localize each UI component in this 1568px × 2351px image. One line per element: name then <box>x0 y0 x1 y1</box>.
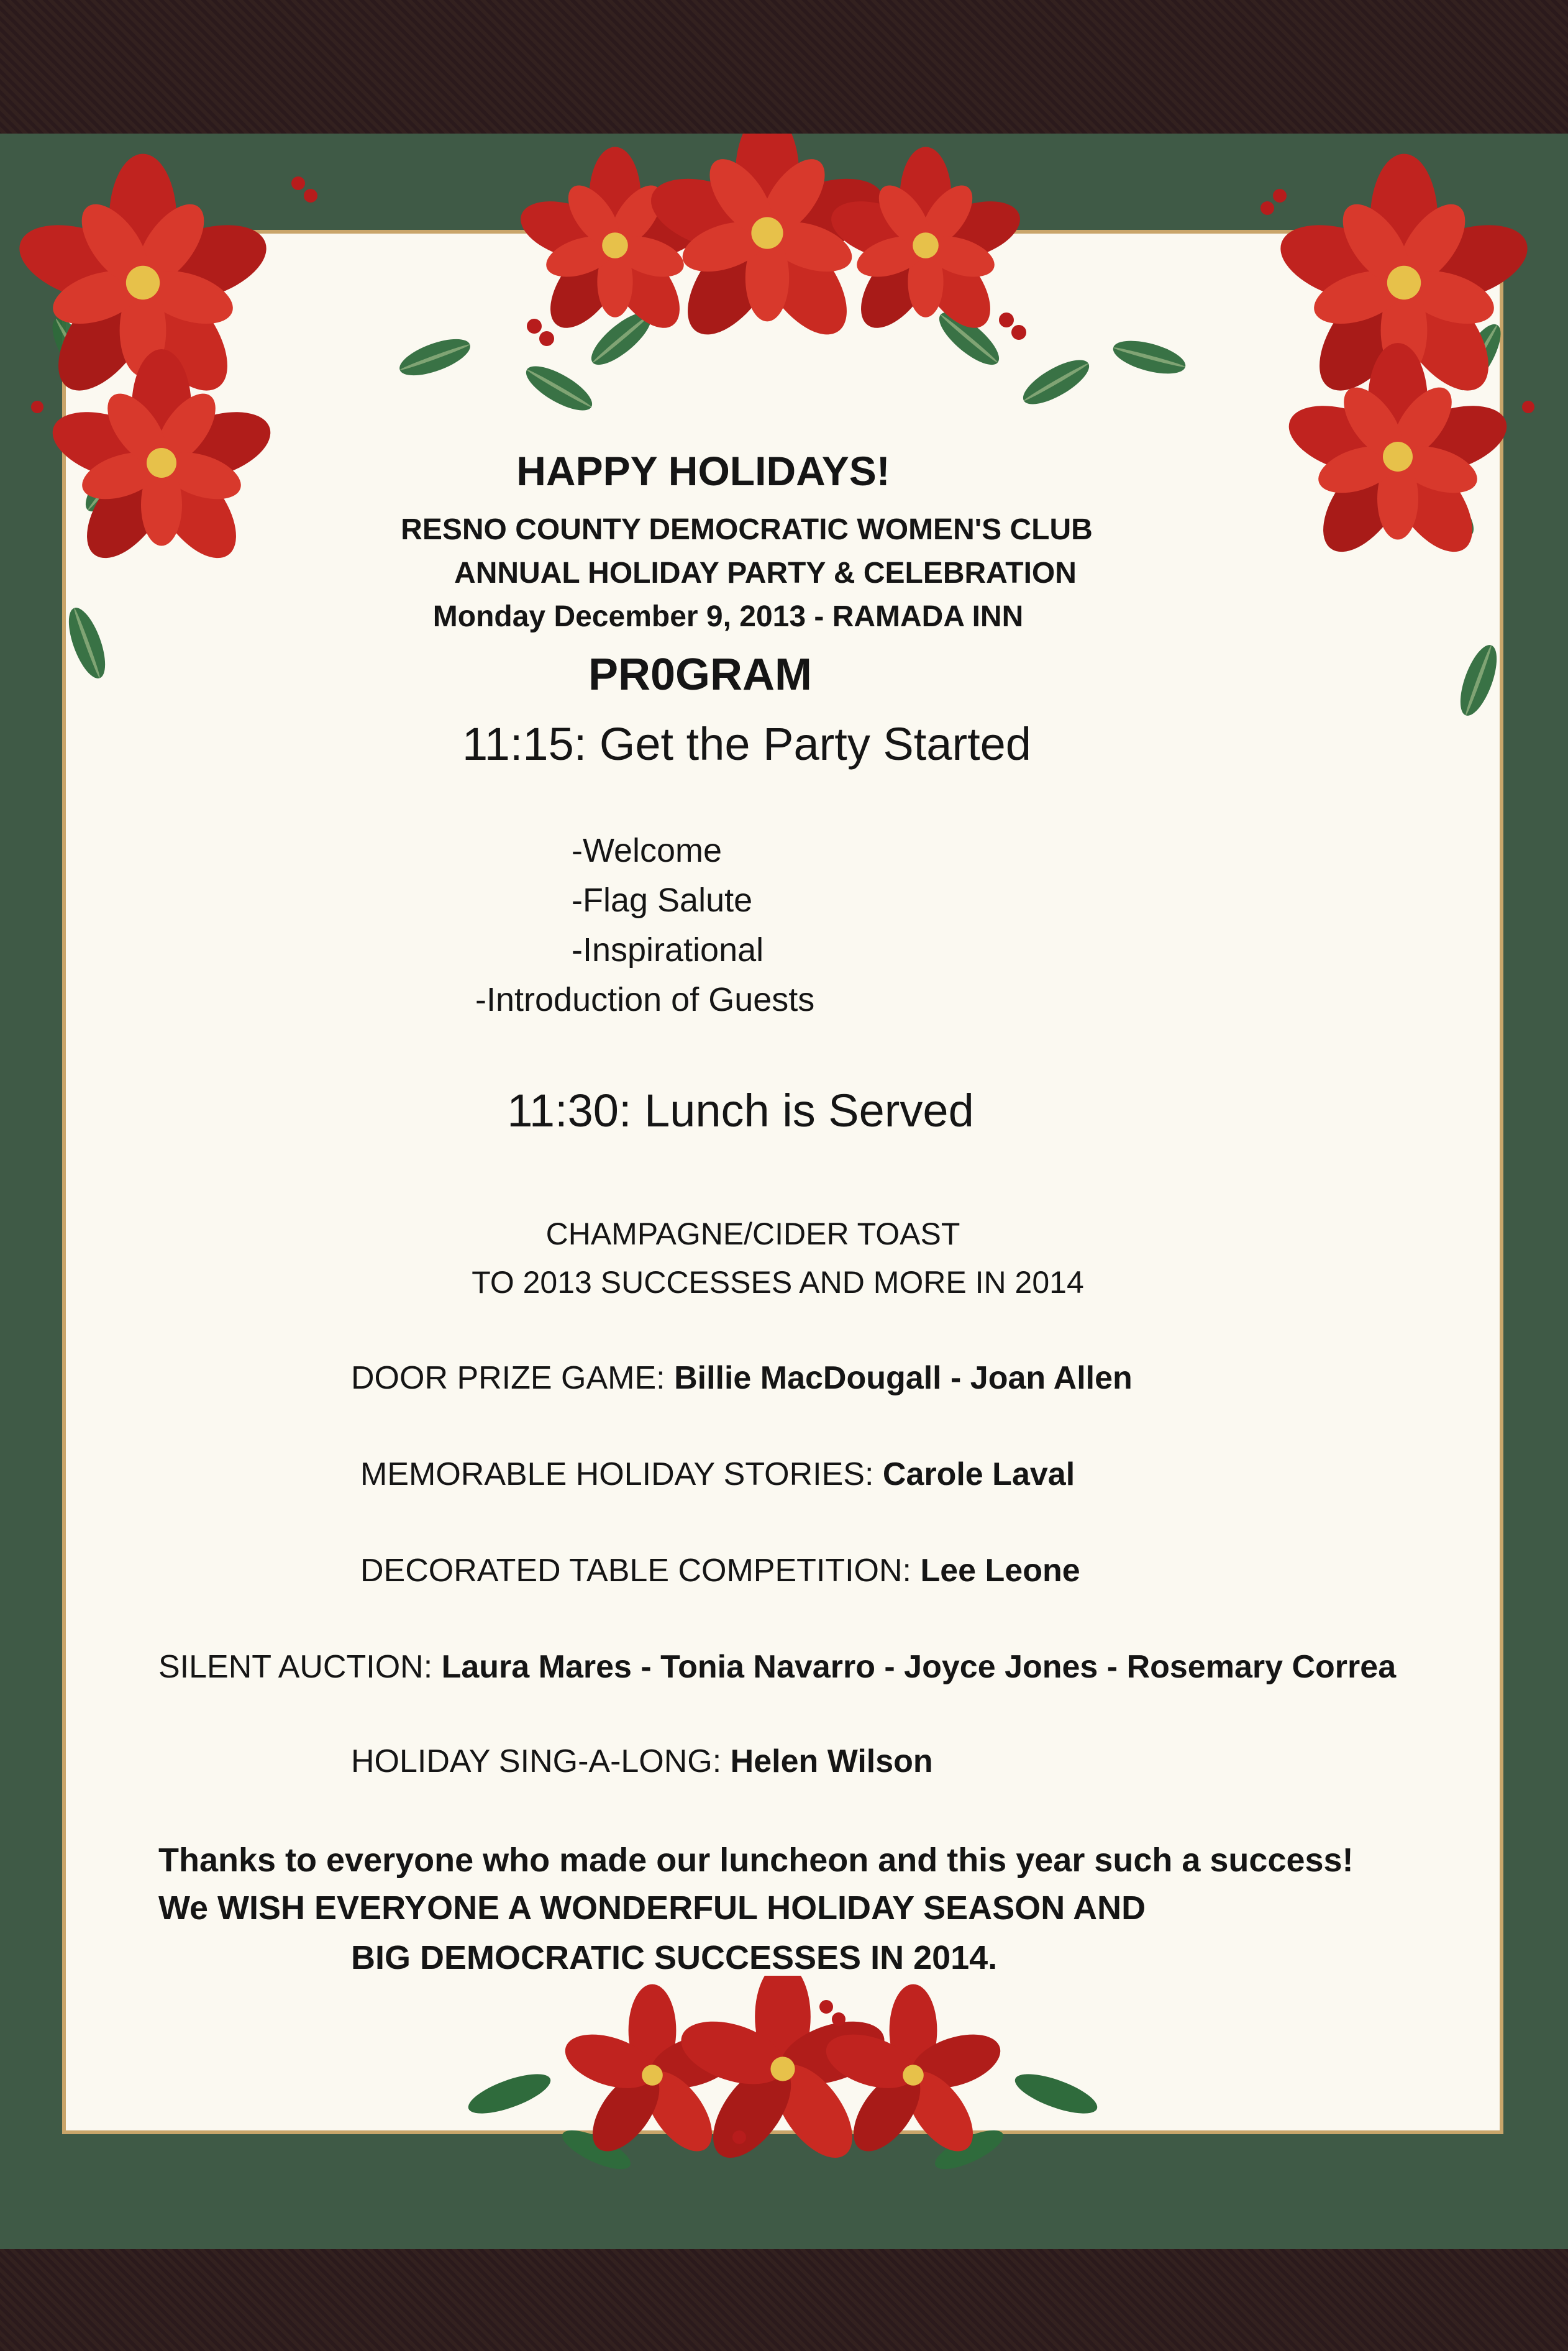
activity-line <box>360 1456 1075 1493</box>
schedule-item: -Inspirational <box>572 931 764 969</box>
activity-line <box>351 1359 1133 1397</box>
activity-line <box>360 1552 1080 1589</box>
activity-label: HOLIDAY SING-A-LONG: <box>351 1743 731 1779</box>
toast-line: TO 2013 SUCCESSES AND MORE IN 2014 <box>472 1265 1084 1300</box>
schedule-item: -Introduction of Guests <box>475 981 815 1018</box>
schedule-time-label: 11:30: Lunch is Served <box>507 1085 974 1136</box>
activity-label: DOOR PRIZE GAME: <box>351 1360 675 1396</box>
activity-names: Carole Laval <box>882 1456 1075 1492</box>
schedule-item: -Welcome <box>572 832 722 869</box>
activity-names: Helen Wilson <box>730 1743 933 1779</box>
club-name: RESNO COUNTY DEMOCRATIC WOMEN'S CLUB <box>401 513 1093 546</box>
activity-names: Laura Mares - Tonia Navarro - Joyce Jones - Rosemary Correa <box>441 1649 1397 1685</box>
closing-line: BIG DEMOCRATIC SUCCESSES IN 2014. <box>351 1939 998 1976</box>
activity-label: DECORATED TABLE COMPETITION: <box>360 1553 921 1589</box>
closing-line: We WISH EVERYONE A WONDERFUL HOLIDAY SEASON AND <box>158 1889 1146 1927</box>
activity-line <box>158 1648 1396 1686</box>
activity-names: Billie MacDougall - Joan Allen <box>674 1360 1133 1396</box>
event-name: ANNUAL HOLIDAY PARTY & CELEBRATION <box>454 557 1077 590</box>
program-title: PR0GRAM <box>588 650 813 700</box>
activity-names: Lee Leone <box>920 1553 1080 1589</box>
schedule-time-label: 11:15: Get the Party Started <box>462 718 1031 770</box>
schedule-item: -Flag Salute <box>572 882 753 919</box>
event-date-venue: Monday December 9, 2013 - RAMADA INN <box>432 600 1024 633</box>
activity-line <box>351 1743 933 1780</box>
bottom-garland-icon <box>0 1976 1568 2199</box>
activity-label: MEMORABLE HOLIDAY STORIES: <box>360 1456 883 1492</box>
toast-line: CHAMPAGNE/CIDER TOAST <box>545 1217 960 1251</box>
closing-line: Thanks to everyone who made our luncheon and this year such a success! <box>158 1842 1354 1879</box>
greeting-heading: HAPPY HOLIDAYS! <box>516 448 890 494</box>
activity-label: SILENT AUCTION: <box>158 1649 442 1685</box>
